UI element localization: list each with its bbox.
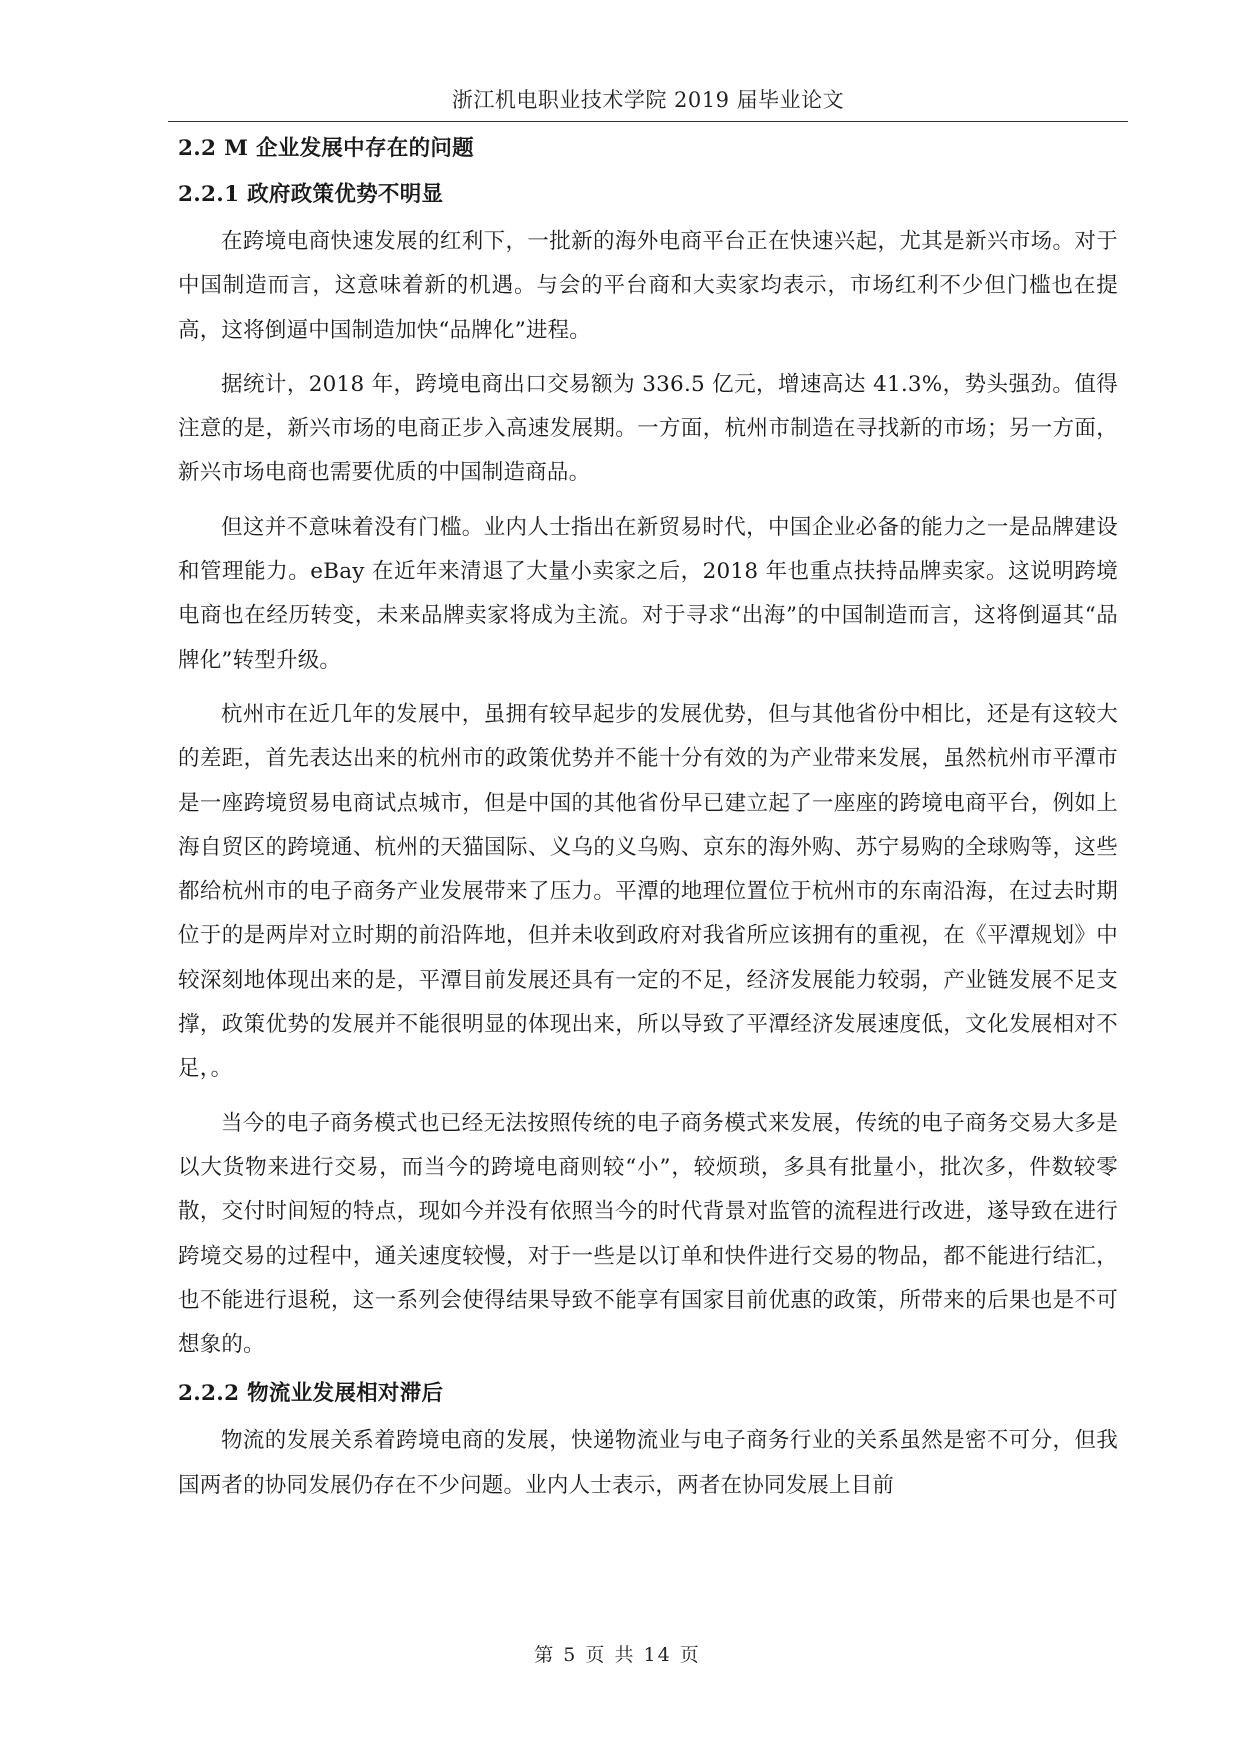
paragraph: 在跨境电商快速发展的红利下，一批新的海外电商平台正在快速兴起，尤其是新兴市场。对于中国制造而言，这意味着新的机遇。与会的平台商和大卖家均表示，市场红利不少但门槛也在提高，这将倒逼中国制造加快“品牌化”进程。	[178, 229, 1118, 343]
subsection-heading-2: 2.2.2 物流业发展相对滞后	[178, 1381, 444, 1407]
paragraph: 物流的发展关系着跨境电商的发展，快递物流业与电子商务行业的关系虽然是密不可分，但我国两者的协同发展仍存在不少问题。业内人士表示，两者在协同发展上目前	[178, 1428, 1118, 1498]
body-content	[178, 130, 1118, 1518]
paragraph: 杭州市在近几年的发展中，虽拥有较早起步的发展优势，但与其他省份中相比，还是有这较大的差距，首先表达出来的杭州市的政策优势并不能十分有效的为产业带来发展，虽然杭州市平潭市是一座跨境贸易电商试点城市，但是中国的其他省份早已建立起了一座座的跨境电商平台，例如上海自贸区的跨境通、杭州的天猫国际、义乌的义乌购、京东的海外购、苏宁易购的全球购等，这些都给杭州市的电子商务产业发展带来了压力。平潭的地理位置位于杭州市的东南沿海，在过去时期位于的是两岸对立时期的前沿阵地，但并未收到政府对我省所应该拥有的重视，在《平潭规划》中较深刻地体现出来的是，平潭目前发展还具有一定的不足，经济发展能力较弱，产业链发展不足支撑，政策优势的发展并不能很明显的体现出来，所以导致了平潭经济发展速度低，文化发展相对不足，。	[178, 701, 1118, 1082]
paragraph: 据统计，2018 年，跨境电商出口交易额为 336.5 亿元，增速高达 41.3%，势头强劲。值得注意的是，新兴市场的电商正步入高速发展期。一方面，杭州市制造在寻找新的市场；另一方面，新兴市场电商也需要优质的中国制造商品。	[178, 371, 1118, 486]
paragraph: 但这并不意味着没有门槛。业内人士指出在新贸易时代，中国企业必备的能力之一是品牌建设和管理能力。eBay 在近年来清退了大量小卖家之后，2018 年也重点扶持品牌卖家。这说明跨境电商也在经历转变，未来品牌卖家将成为主流。对于寻求“出海”的中国制造而言，这将倒逼其“品牌化”转型升级。	[178, 514, 1118, 673]
header-rule	[168, 121, 1128, 122]
paragraph: 当今的电子商务模式也已经无法按照传统的电子商务模式来发展，传统的电子商务交易大多是以大货物来进行交易，而当今的跨境电商则较“小”，较烦琐，多具有批量小，批次多，件数较零散，交付时间短的特点，现如今并没有依照当今的时代背景对监管的流程进行改进，遂导致在进行跨境交易的过程中，通关速度较慢，对于一些是以订单和快件进行交易的物品，都不能进行结汇，也不能进行退税，这一系列会使得结果导致不能享有国家目前优惠的政策，所带来的后果也是不可想象的。	[178, 1110, 1118, 1358]
running-header: 浙江机电职业技术学院 2019 届毕业论文	[451, 88, 845, 112]
page-footer: 第 5 页 共 14 页	[534, 1644, 701, 1666]
subsection-heading-1: 2.2.1 政府政策优势不明显	[178, 182, 444, 207]
section-heading: 2.2 M 企业发展中存在的问题	[178, 136, 474, 161]
